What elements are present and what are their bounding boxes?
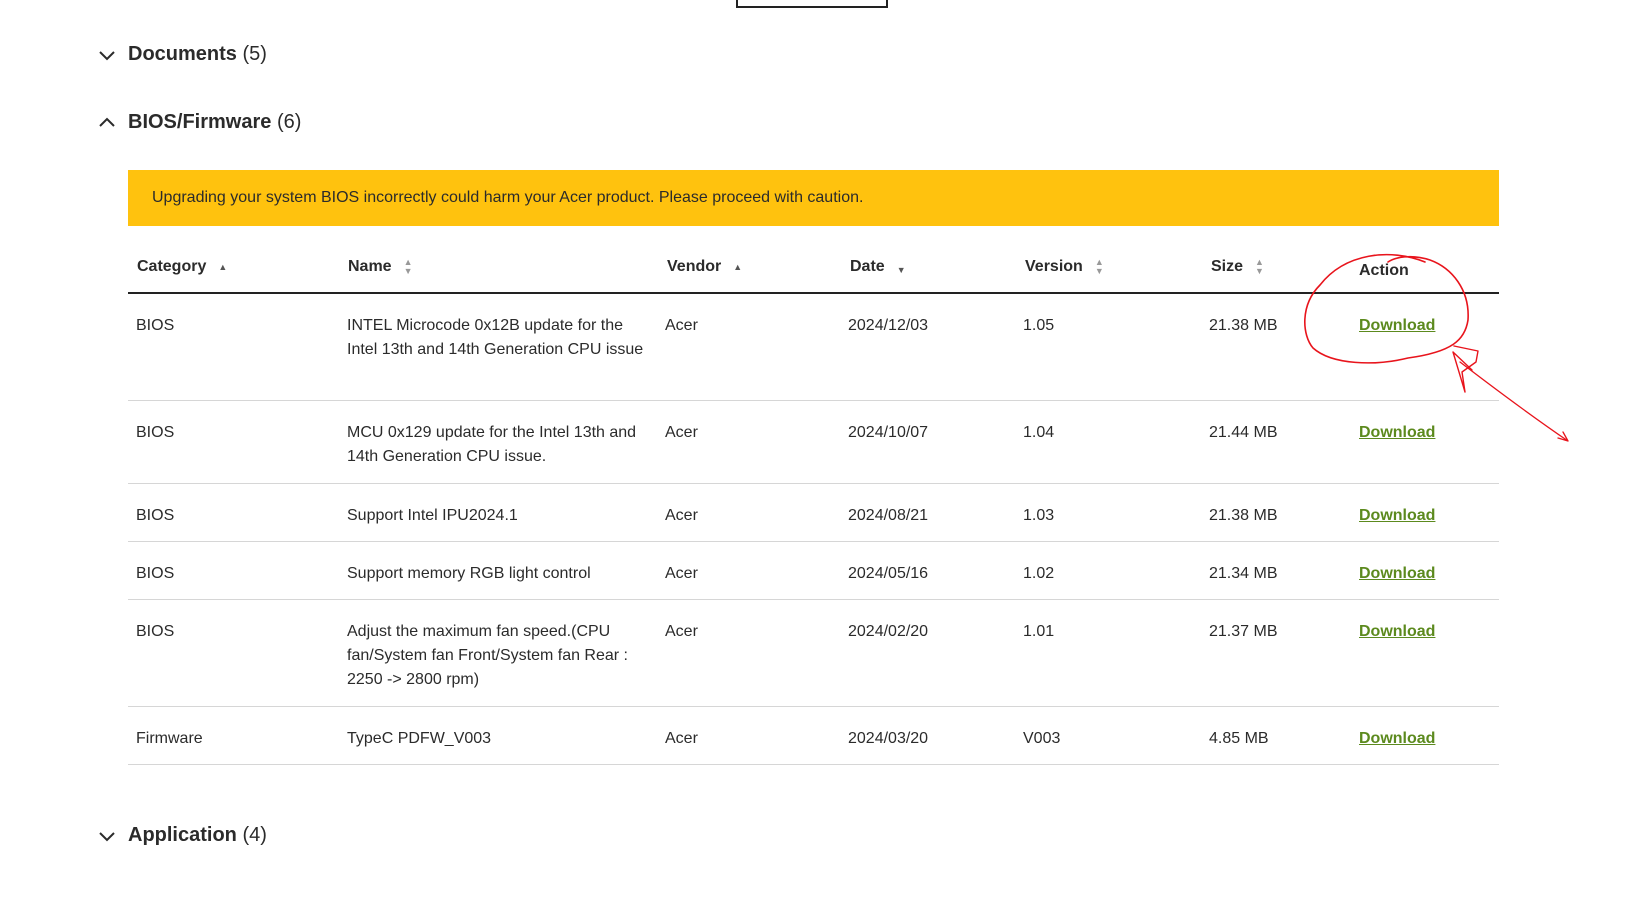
cell-name: MCU 0x129 update for the Intel 13th and 14th Generation CPU issue.	[347, 424, 637, 465]
cell-category: BIOS	[136, 424, 175, 441]
cell-name: Support Intel IPU2024.1	[347, 507, 518, 524]
cell-name: TypeC PDFW_V003	[347, 730, 492, 747]
cell-category: BIOS	[136, 565, 175, 582]
sort-both-icon: ▲ ▼	[1094, 257, 1104, 276]
table-row	[128, 600, 1499, 707]
section-documents-toggle[interactable]	[98, 43, 267, 66]
section-application-title: Application (4)	[128, 824, 267, 846]
cell-version: 1.05	[1023, 317, 1055, 334]
sort-both-icon: ▲ ▼	[403, 257, 413, 276]
cell-vendor: Acer	[665, 317, 698, 334]
cell-version: 1.03	[1023, 507, 1055, 524]
section-application-toggle[interactable]	[98, 824, 267, 847]
cell-category: BIOS	[136, 317, 175, 334]
cell-category: BIOS	[136, 507, 175, 524]
cell-size: 4.85 MB	[1209, 730, 1269, 747]
col-action: Action	[1359, 262, 1409, 279]
cell-size: 21.38 MB	[1209, 507, 1278, 524]
bios-table	[128, 244, 1499, 765]
col-version[interactable]: Version ▲ ▼	[1025, 257, 1104, 276]
cell-date: 2024/08/21	[848, 507, 929, 524]
cell-vendor: Acer	[665, 730, 698, 747]
cell-size: 21.38 MB	[1209, 317, 1278, 334]
section-bios-toggle[interactable]	[98, 111, 301, 134]
cell-version: 1.01	[1023, 623, 1055, 640]
cell-date: 2024/02/20	[848, 623, 929, 640]
download-link[interactable]: Download	[1359, 623, 1436, 640]
cell-name: INTEL Microcode 0x12B update for the Intel 13th and 14th Generation CPU issue	[347, 317, 644, 358]
download-link[interactable]: Download	[1359, 424, 1436, 441]
section-documents-title: Documents (5)	[128, 43, 267, 65]
bios-warning-banner	[128, 170, 1499, 226]
warning-text: Upgrading your system BIOS incorrectly could harm your Acer product. Please proceed with caution.	[152, 189, 864, 206]
cell-name: Support memory RGB light control	[347, 565, 591, 582]
chevron-down-icon	[98, 46, 116, 64]
download-link[interactable]: Download	[1359, 317, 1436, 334]
cell-date: 2024/12/03	[848, 317, 929, 334]
table-row	[128, 401, 1499, 484]
cell-version: 1.02	[1023, 565, 1055, 582]
cell-vendor: Acer	[665, 623, 698, 640]
cell-vendor: Acer	[665, 565, 698, 582]
cell-size: 21.44 MB	[1209, 424, 1278, 441]
sort-asc-icon: ▲	[733, 261, 743, 272]
col-category[interactable]: Category ▲	[137, 258, 228, 275]
cell-date: 2024/05/16	[848, 565, 929, 582]
download-link[interactable]: Download	[1359, 730, 1436, 747]
download-link[interactable]: Download	[1359, 507, 1436, 524]
cell-vendor: Acer	[665, 424, 698, 441]
cell-version: 1.04	[1023, 424, 1055, 441]
sort-asc-icon: ▲	[218, 261, 228, 272]
cell-category: Firmware	[136, 730, 203, 747]
cell-size: 21.34 MB	[1209, 565, 1278, 582]
cell-size: 21.37 MB	[1209, 623, 1278, 640]
sort-desc-icon: ▼	[896, 264, 906, 275]
table-header	[128, 244, 1499, 294]
table-row	[128, 484, 1499, 542]
cell-vendor: Acer	[665, 507, 698, 524]
sort-both-icon: ▲ ▼	[1255, 257, 1264, 276]
col-date[interactable]: Date ▼	[850, 258, 906, 275]
chevron-up-icon	[98, 114, 116, 132]
top-tab-edge	[736, 0, 888, 8]
table-row	[128, 294, 1499, 401]
chevron-down-icon	[98, 827, 116, 845]
cell-category: BIOS	[136, 623, 175, 640]
col-vendor[interactable]: Vendor ▲	[667, 258, 743, 275]
table-row	[128, 707, 1499, 765]
cell-date: 2024/10/07	[848, 424, 929, 441]
cell-date: 2024/03/20	[848, 730, 929, 747]
col-size[interactable]: Size ▲ ▼	[1211, 257, 1264, 276]
col-name[interactable]: Name ▲ ▼	[348, 257, 413, 276]
table-row	[128, 542, 1499, 600]
cell-name: Adjust the maximum fan speed.(CPU fan/System fan Front/System fan Rear : 2250 -> 2800 rpm)	[347, 623, 628, 688]
cell-version: V003	[1023, 730, 1061, 747]
download-link[interactable]: Download	[1359, 565, 1436, 582]
section-bios-title: BIOS/Firmware (6)	[128, 111, 302, 133]
